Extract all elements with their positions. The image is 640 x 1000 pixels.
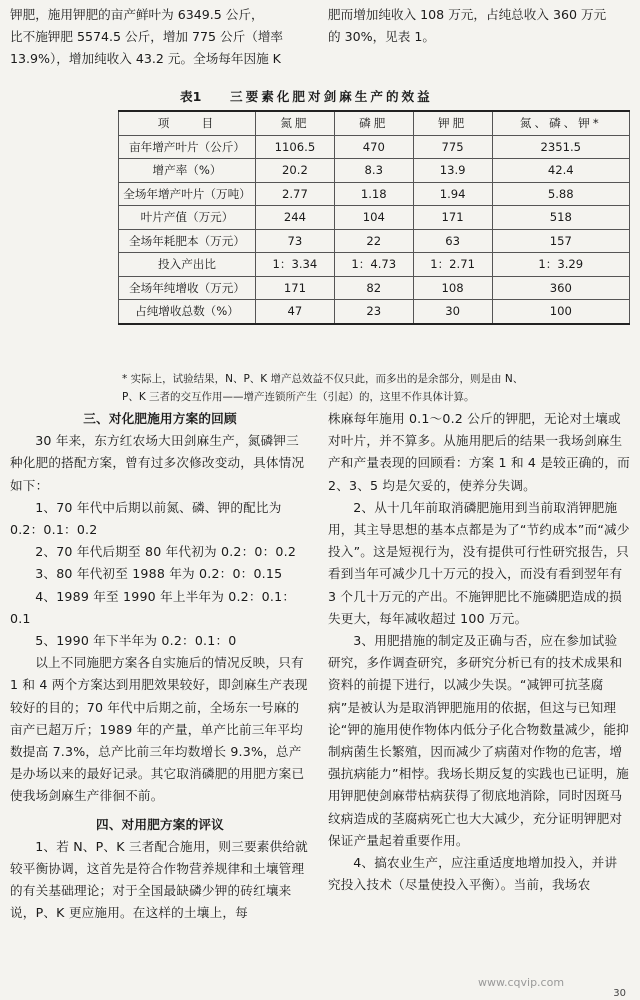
value-cell: 1：4.73 (334, 253, 413, 277)
value-cell: 1.18 (334, 182, 413, 206)
right-column (328, 408, 630, 896)
value-cell: 63 (413, 229, 492, 253)
value-cell: 5.88 (492, 182, 629, 206)
table-row (119, 253, 630, 277)
header-cell: 钾肥 (413, 111, 492, 135)
plan-item: 4、1989 年至 1990 年上半年为 0.2：0.1：0.1 (10, 588, 296, 626)
paragraph: 30 年来，东方红农场大田剑麻生产，氮磷钾三种化肥的搭配方案，曾有过多次修改变动，具体情况如下： (10, 433, 305, 493)
value-cell: 2351.5 (492, 135, 629, 159)
paragraph: 2、从十几年前取消磷肥施用到当前取消钾肥施用，其主导思想的基本点都是为了“节约成本”而“减少投入”。这是短视行为，没有提供可行性研究报告，只看到当年可减少几十万元的投入，而没有看到翌年有 3 个几十万元的产出。不施钾肥比不施磷肥造成的损失更大，每年减收超过 100 万元。 (328, 499, 630, 626)
left-column (10, 408, 310, 925)
value-cell: 108 (413, 276, 492, 300)
value-cell: 47 (256, 300, 335, 324)
top-right-text (328, 4, 630, 48)
table-footnote (122, 370, 630, 406)
footnote-line: P、K 三者的交互作用——增产连锁所产生（引起）的，这里不作具体计算。 (122, 391, 475, 403)
value-cell: 1.94 (413, 182, 492, 206)
page-number: 30 (613, 988, 626, 999)
plan-item: 5、1990 年下半年为 0.2：0.1：0 (35, 633, 237, 649)
table-row (119, 276, 630, 300)
value-cell: 30 (413, 300, 492, 324)
table-row (119, 300, 630, 324)
header-cell: 项 目 (119, 111, 256, 135)
row-label-cell: 叶片产值（万元） (119, 206, 256, 230)
value-cell: 20.2 (256, 159, 335, 183)
paragraph: 3、用肥措施的制定及正确与否，应在参加试验研究，多作调查研究，多研究分析已有的技术成果和资料的前提下进行，以减少失误。“减钾可抗茎腐病”是被认为是取消钾肥施用的依据，但这与已知理论“钾的施用使作物体内低分子化合物数量减少，能抑制病菌生长繁殖，因而减少了病菌对作物的危害，增强抗病能力”相悖。我场长期反复的实践也已证明，施用钾肥使剑麻带枯病获得了彻底地消除，同时因斑马纹病造成的茎腐病死亡也大大减少，充分证明钾肥对保证产量起着重要作用。 (328, 633, 629, 848)
text-line: 钾肥，施用钾肥的亩产鲜叶为 6349.5 公斤， (10, 7, 264, 22)
plan-item: 2、70 年代后期至 80 年代初为 0.2：0：0.2 (35, 544, 297, 560)
value-cell: 470 (334, 135, 413, 159)
value-cell: 360 (492, 276, 629, 300)
header-cell: 氮肥 (256, 111, 335, 135)
paragraph: 4、搞农业生产，应注重适度地增加投入，并讲究投入技术（尽量使投入平衡）。当前，我场农 (328, 855, 618, 893)
paragraph: 以上不同施肥方案各自实施后的情况反映，只有 1 和 4 两个方案达到用肥效果较好，即剑麻生产表现较好的目的；70 年代中后期之前，全场东一号麻的亩产已超万斤；1989 年的产量，单产比前三年平均数提高 7.3%，总产比前三年均数增长 9.3%，总产是办场以来的最好记录。其它取消磷肥的用肥方案已使我场剑麻生产徘徊不前。 (10, 655, 308, 804)
value-cell: 1：3.34 (256, 253, 335, 277)
row-label-cell: 投入产出比 (119, 253, 256, 277)
paragraph: 株麻每年施用 0.1～0.2 公斤的钾肥，无论对土壤或对叶片，并不算多。从施用肥后的结果一我场剑麻生产和产量表现的回顾看：方案 1 和 4 是较正确的，而 2、3、5 均是欠妥的，使养分失调。 (328, 411, 630, 493)
value-cell: 171 (413, 206, 492, 230)
value-cell: 1：2.71 (413, 253, 492, 277)
table-title: 三要素化肥对剑麻生产的效益 (230, 89, 433, 104)
text-line: 肥而增加纯收入 108 万元，占纯总收入 360 万元 (328, 7, 607, 22)
table-row (119, 229, 630, 253)
row-label-cell: 全场年增产叶片（万吨） (119, 182, 256, 206)
value-cell: 2.77 (256, 182, 335, 206)
benefit-table (118, 110, 630, 325)
row-label-cell: 占纯增收总数（%） (119, 300, 256, 324)
value-cell: 73 (256, 229, 335, 253)
value-cell: 775 (413, 135, 492, 159)
value-cell: 13.9 (413, 159, 492, 183)
row-label-cell: 增产率（%） (119, 159, 256, 183)
value-cell: 244 (256, 206, 335, 230)
value-cell: 22 (334, 229, 413, 253)
text-line: 的 30%，见表 1。 (328, 29, 435, 44)
section-3-title: 三、对化肥施用方案的回顾 (83, 411, 237, 426)
watermark: www.cqvip.com (478, 976, 565, 989)
row-label-cell: 亩年增产叶片（公斤） (119, 135, 256, 159)
table-number: 表1 (180, 89, 202, 104)
table-row (119, 159, 630, 183)
text-line: 13.9%），增加纯收入 43.2 元。全场每年因施 K (10, 51, 281, 66)
row-label-cell: 全场年耗肥本（万元） (119, 229, 256, 253)
value-cell: 23 (334, 300, 413, 324)
value-cell: 104 (334, 206, 413, 230)
value-cell: 518 (492, 206, 629, 230)
footnote-line: * 实际上，试验结果，N、P、K 增产总效益不仅只此，而多出的是余部分，则是由 N、 (122, 373, 524, 385)
row-label-cell: 全场年纯增收（万元） (119, 276, 256, 300)
value-cell: 8.3 (334, 159, 413, 183)
table-row (119, 182, 630, 206)
header-cell: 磷肥 (334, 111, 413, 135)
text-line: 比不施钾肥 5574.5 公斤，增加 775 公斤（增率 (10, 29, 284, 44)
table-header-row (119, 111, 630, 135)
value-cell: 100 (492, 300, 629, 324)
value-cell: 82 (334, 276, 413, 300)
value-cell: 171 (256, 276, 335, 300)
value-cell: 1106.5 (256, 135, 335, 159)
value-cell: 1：3.29 (492, 253, 629, 277)
header-cell: 氮、磷、钾* (492, 111, 629, 135)
top-left-text (10, 4, 312, 70)
table-row (119, 135, 630, 159)
value-cell: 157 (492, 229, 629, 253)
plan-item: 3、80 年代初至 1988 年为 0.2：0：0.15 (35, 566, 283, 582)
paragraph: 1、若 N、P、K 三者配合施用，则三要素供给就较平衡协调，这首先是符合作物营养规律和土壤管理的有关基础理论；对于全国最缺磷少钾的砖红壤来说，P、K 更应施用。在这样的土壤上，每 (10, 838, 308, 921)
value-cell: 42.4 (492, 159, 629, 183)
plan-item: 1、70 年代中后期以前氮、磷、钾的配比为 0.2：0.1：0.2 (10, 499, 282, 538)
section-4-title: 四、对用肥方案的评议 (96, 816, 224, 832)
table-row (119, 206, 630, 230)
